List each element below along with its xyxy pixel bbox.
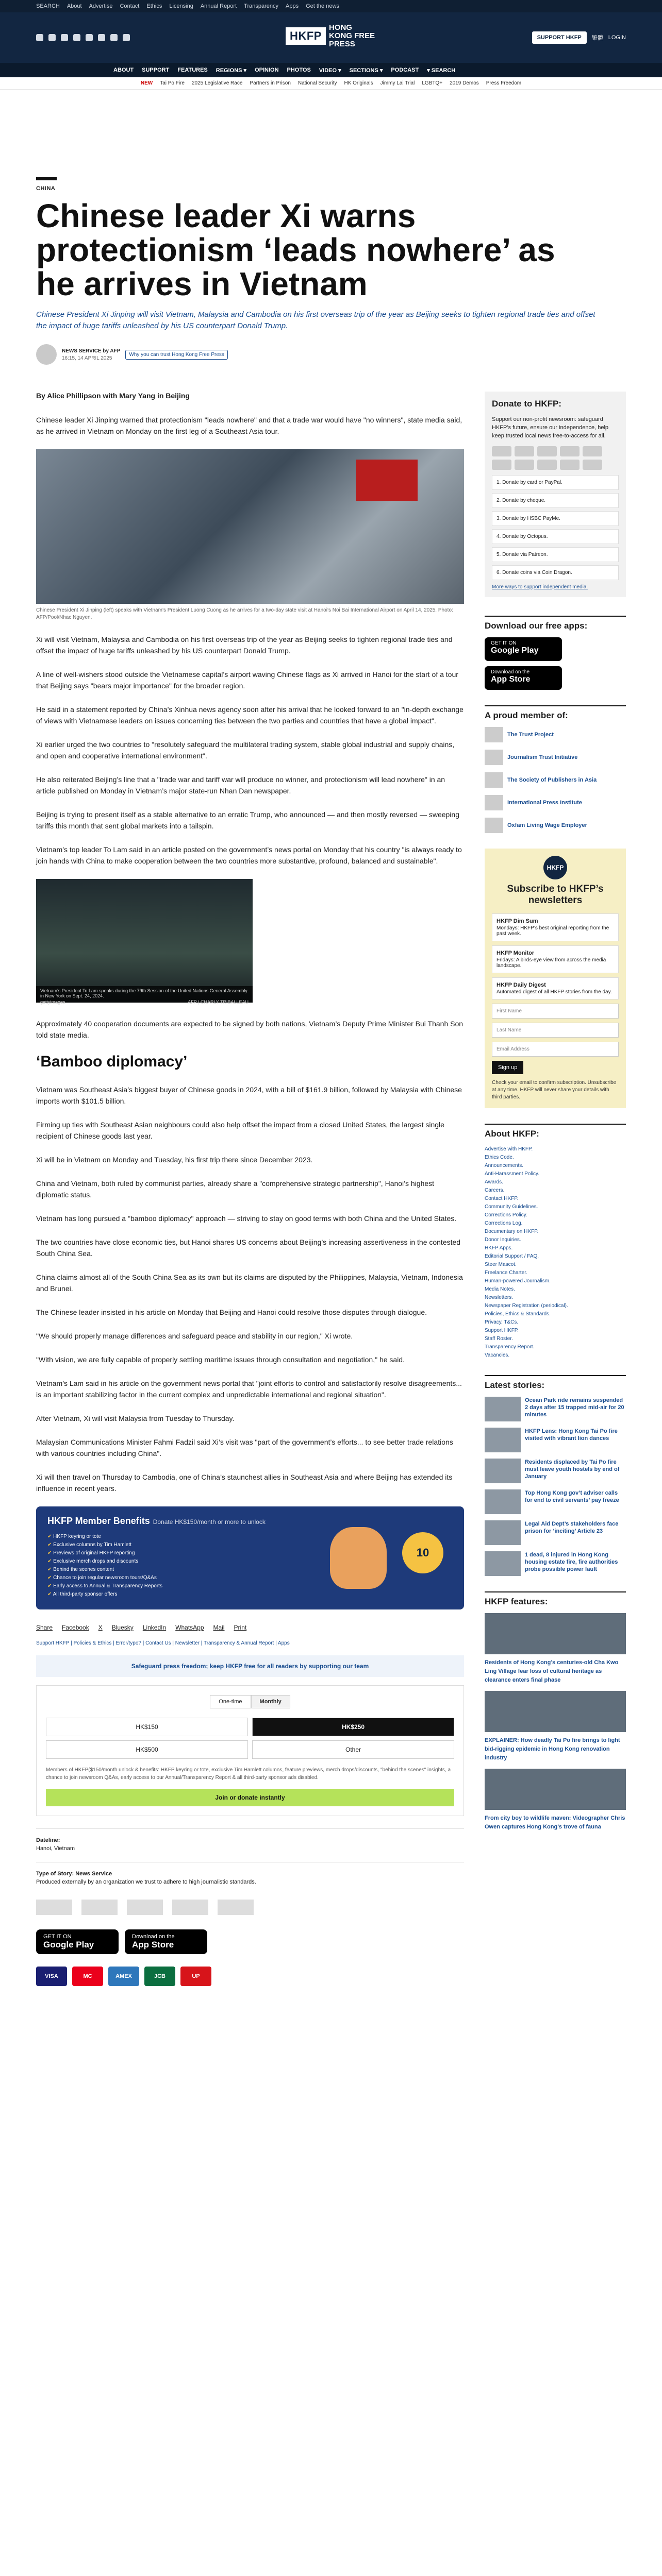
share-button[interactable]: Print — [234, 1624, 247, 1631]
newsletter-option[interactable] — [492, 913, 619, 941]
amount-option-selected[interactable]: HK$250 — [252, 1718, 454, 1736]
newsletter-signup — [485, 849, 626, 1108]
feature-story[interactable] — [485, 1691, 626, 1761]
search-link[interactable]: SEARCH — [36, 3, 60, 9]
benefit-item: ✔ Chance to join regular newsroom tours/Q&As — [47, 1575, 453, 1581]
about-link[interactable]: Policies, Ethics & Standards. — [485, 1311, 551, 1317]
paragraph: After Vietnam, Xi will visit Malaysia from Tuesday to Thursday. — [36, 1414, 235, 1422]
about-link[interactable]: Ethics Code. — [485, 1155, 514, 1160]
latest-story[interactable] — [485, 1397, 626, 1421]
about-links — [485, 1145, 626, 1360]
story-headline: HKFP Lens: Hong Kong Tai Po fire visited with vibrant lion dances — [525, 1428, 618, 1442]
embedded-photo[interactable] — [36, 879, 253, 1003]
trending-link[interactable]: LGBTQ+ — [422, 80, 443, 86]
patreon-icon — [515, 460, 534, 470]
amount-option[interactable]: HK$150 — [46, 1718, 248, 1736]
trending-link[interactable]: HK Originals — [344, 80, 373, 86]
photo-strip: Vietnam’s President To Lam speaks during the 79th Session of the United Nations General Assembly in New York on Sept. 24, 2024. gettyimages AFP | CHARLY TRIBALLEAU — [36, 986, 253, 1003]
site-header — [0, 12, 662, 63]
payme-icon — [583, 446, 602, 456]
unionpay-icon: UP — [180, 1967, 211, 1986]
title-rule — [36, 177, 57, 180]
main-nav — [0, 63, 662, 77]
footer-links[interactable]: Support HKFP | Policies & Ethics | Error/typo? | Contact Us | Newsletter | Transparency & Annual Report | Apps — [36, 1640, 290, 1646]
story-thumbnail — [485, 1397, 521, 1421]
newsletter-name: HKFP Daily Digest — [496, 982, 546, 988]
paragraph: Xi will be in Vietnam on Monday and Tuesday, his first trip there since December 2023. — [36, 1156, 313, 1164]
wechat-icon — [583, 460, 602, 470]
story-headline: Legal Aid Dept’s stakeholders face prison for ‘inciting’ Article 23 — [525, 1521, 619, 1534]
paragraph: China claims almost all of the South China Sea as its own but its claims are disputed by the Philippines, Malaysia, Vietnam, Indonesia and Brunei. — [36, 1273, 463, 1293]
trending-link[interactable]: Press Freedom — [486, 80, 522, 86]
app-store-button[interactable]: Download on the App Store — [485, 666, 562, 690]
latest-heading: Latest stories: — [485, 1375, 626, 1391]
member-benefits-banner[interactable] — [36, 1506, 464, 1609]
anniversary-badge: 10 — [402, 1532, 443, 1573]
donation-note: Members of HKFP($150/month unlock & benefits: HKFP keyring or tote, exclusive Tim Hamlett columns, feature previews, merch drops/discounts, "behind the scenes" insights, a chance to join newsroom Q&As, early access to our Annual/Transparency Report & all third-party sponsor ads disabled. — [46, 1767, 451, 1781]
donate-option[interactable]: 1. Donate by card or PayPal. — [492, 475, 619, 490]
paypal-icon — [560, 446, 580, 456]
org-logo — [485, 750, 503, 765]
nav-item[interactable]: OPINION — [255, 67, 279, 73]
about-link[interactable]: Anti-Harassment Policy. — [485, 1171, 539, 1177]
trending-link[interactable]: 2019 Demos — [450, 80, 479, 86]
article-body — [36, 392, 464, 1986]
paragraph: He said in a statement reported by China’s Xinhua news agency soon after his arrival that he looked forward to an "in-depth exchange of views with Vietnamese leaders on issues concerning ties between the two parties and countries that have a global impact". — [36, 705, 464, 725]
topbar-link[interactable]: Ethics — [146, 3, 162, 9]
paragraph: He also reiterated Beijing’s line that a "trade war and tariff war will produce no winner, and protectionism will lead nowhere" in an article published on Monday in Vietnam’s major state-run Nhan Dan newspaper. — [36, 775, 445, 795]
jti-logo[interactable] — [81, 1900, 118, 1915]
org-logo — [485, 772, 503, 788]
paragraph: Xi earlier urged the two countries to "resolutely safeguard the multilateral trading system, stable global industrial and supply chains, and open and cooperative international environment". — [36, 740, 455, 760]
author-avatar — [36, 344, 57, 365]
share-button[interactable]: Facebook — [62, 1624, 89, 1631]
member-org[interactable] — [485, 750, 626, 765]
latest-story[interactable] — [485, 1489, 626, 1514]
about-link[interactable]: Advertise with HKFP. — [485, 1146, 533, 1152]
nav-item[interactable]: VIDEO ▾ — [319, 67, 341, 74]
latest-story[interactable] — [485, 1428, 626, 1452]
publish-date: 16:15, 14 APRIL 2025 — [62, 355, 112, 361]
photo-credit: AFP | CHARLY TRIBALLEAU — [188, 999, 249, 1005]
promo-title: HKFP Member Benefits — [47, 1516, 150, 1526]
oxfam-logo[interactable] — [218, 1900, 254, 1915]
benefit-item: ✔ Behind the scenes content — [47, 1567, 453, 1572]
newsletter-desc: Fridays: A birds-eye view from across the media landscape. — [496, 957, 606, 969]
feature-headline: Residents of Hong Kong’s centuries-old Cha Kwo Ling Village fear loss of cultural heritage as clearance enters final phase — [485, 1659, 619, 1683]
donation-widget — [36, 1685, 464, 1816]
paragraph: The Chinese leader insisted in his article on Monday that Beijing and Hanoi could resolve those disputes through dialogue. — [36, 1308, 427, 1316]
feature-stories — [485, 1613, 626, 1831]
getty-brand: gettyimages — [40, 999, 65, 1005]
about-link[interactable]: Steer Mascot. — [485, 1262, 517, 1267]
benefit-item: ✔ Exclusive merch drops and discounts — [47, 1558, 453, 1564]
about-link[interactable]: Newsletters. — [485, 1295, 514, 1300]
source-label: NEWS SERVICE by AFP — [62, 348, 121, 354]
article-subhead: Chinese President Xi Jinping will visit Vietnam, Malaysia and Cambodia on his first overseas trip of the year as Beijing seeks to tighten regional trade ties and offset the impact of huge tariffs unleashed by his US counterpart Donald Trump. — [36, 310, 595, 330]
trust-project-logo[interactable] — [36, 1900, 72, 1915]
safeguard-banner[interactable]: Safeguard press freedom; keep HKFP free for all readers by supporting our team — [36, 1655, 464, 1677]
youtube-icon[interactable] — [73, 34, 80, 41]
threads-icon[interactable] — [86, 34, 93, 41]
instagram-icon[interactable] — [61, 34, 68, 41]
support-button[interactable]: SUPPORT HKFP — [532, 31, 587, 44]
benefit-item: ✔ HKFP keyring or tote — [47, 1534, 453, 1539]
feature-story[interactable] — [485, 1613, 626, 1684]
tab-monthly[interactable]: Monthly — [251, 1695, 290, 1708]
feature-thumbnail — [485, 1691, 626, 1732]
benefits-list — [47, 1534, 453, 1597]
about-link[interactable]: HKFP Apps. — [485, 1245, 513, 1251]
about-link[interactable]: Documentary on HKFP. — [485, 1229, 539, 1234]
sidebar-donate — [485, 392, 626, 597]
google-play-button[interactable]: GET IT ON Google Play — [36, 1929, 119, 1954]
story-headline: Residents displaced by Tai Po fire must leave youth hostels by end of January — [525, 1459, 620, 1480]
social-links — [36, 34, 130, 41]
about-link[interactable]: Corrections Log. — [485, 1221, 523, 1226]
ipi-logo[interactable] — [172, 1900, 208, 1915]
donate-option[interactable]: 4. Donate by Octopus. — [492, 529, 619, 544]
about-link[interactable]: Staff Roster. — [485, 1336, 513, 1342]
share-label: Share — [36, 1624, 53, 1631]
mastercard-icon: MC — [72, 1967, 103, 1986]
payment-cards — [36, 1967, 464, 1986]
member-org[interactable] — [485, 795, 626, 810]
share-button[interactable]: LinkedIn — [142, 1624, 167, 1631]
topbar-link[interactable]: Apps — [286, 3, 299, 9]
topbar-link[interactable]: Transparency — [244, 3, 278, 9]
about-link[interactable]: Community Guidelines. — [485, 1204, 538, 1210]
bluesky-icon[interactable] — [98, 34, 105, 41]
topbar-link[interactable]: About — [67, 3, 82, 9]
feature-thumbnail — [485, 1613, 626, 1654]
paragraph: Xi will visit Vietnam, Malaysia and Cambodia on his first overseas trip of the year as Beijing seeks to tighten regional trade ties and offset the impact of huge tariffs unleashed by his US counterpart Donald Trump. — [36, 635, 453, 655]
visa-icon — [492, 446, 511, 456]
org-logo — [485, 727, 503, 742]
hkfp-badge: HKFP — [543, 856, 567, 879]
octopus-icon — [492, 460, 511, 470]
trending-tag: NEW — [140, 80, 153, 86]
about-link[interactable]: Careers. — [485, 1188, 505, 1193]
paragraph: Malaysian Communications Minister Fahmi Fadzil said Xi’s visit was "part of the government’s efforts... to see better trade relations with various countries including China". — [36, 1438, 453, 1458]
share-button[interactable]: Bluesky — [111, 1624, 134, 1631]
paragraph: Firming up ties with Southeast Asian neighbours could also help offset the impact from a closed United States, the largest single recipient of Chinese goods last year. — [36, 1121, 444, 1140]
join-button[interactable]: Join or donate instantly — [46, 1789, 454, 1806]
story-thumbnail — [485, 1428, 521, 1452]
paragraph: Vietnam’s Lam said in his article on the government news portal that "joint efforts to control and satisfactorily resolve disagreements... is an important stabilizing factor in the current complex and unpredictable international and regional situation". — [36, 1379, 462, 1399]
benefit-item: ✔ Previews of original HKFP reporting — [47, 1550, 453, 1556]
more-ways-link[interactable]: More ways to support independent media. — [492, 584, 588, 590]
nav-item[interactable]: PHOTOS — [287, 67, 311, 73]
signup-button[interactable]: Sign up — [492, 1061, 523, 1074]
member-org[interactable] — [485, 727, 626, 742]
language-toggle[interactable]: 繁體 — [591, 35, 603, 41]
paragraph: Vietnam was Southeast Asia’s biggest buyer of Chinese goods in 2024, with a bill of $161.9 billion, followed by Malaysia with Chinese imports worth $101.5 billion. — [36, 1086, 462, 1105]
story-thumbnail — [485, 1489, 521, 1514]
share-bar — [36, 1624, 464, 1631]
login-link[interactable]: LOGIN — [608, 35, 626, 41]
org-name: Journalism Trust Initiative — [507, 754, 578, 760]
newsletter-option[interactable] — [492, 945, 619, 973]
header-actions — [532, 31, 626, 44]
about-link[interactable]: Media Notes. — [485, 1286, 515, 1292]
promo-subtitle: Donate HK$150/month or more to unlock — [153, 1518, 266, 1526]
trending-link[interactable]: 2025 Legislative Race — [192, 80, 243, 86]
trending-link[interactable]: Tai Po Fire — [160, 80, 185, 86]
topbar-link[interactable]: Licensing — [169, 3, 193, 9]
org-logo — [485, 818, 503, 833]
feature-headline: From city boy to wildlife maven: Videographer Chris Owen captures Hong Kong’s trove of fauna — [485, 1815, 625, 1830]
flag-shape — [356, 460, 418, 501]
paragraph: A line of well-wishers stood outside the Vietnamese capital’s airport waving Chinese flags as Xi arrived in Hanoi for the start of a tour that Beijing says "bears major importance" for the broader region. — [36, 670, 458, 690]
payment-methods — [492, 446, 619, 470]
member-org[interactable] — [485, 772, 626, 788]
about-link[interactable]: Freelance Charter. — [485, 1270, 527, 1276]
donate-option[interactable]: 6. Donate coins via Coin Dragon. — [492, 565, 619, 580]
paragraph: Xi will then travel on Thursday to Cambodia, one of China’s staunchest allies in Southeast Asia and where Beijing has extended its influence in recent years. — [36, 1473, 453, 1493]
share-button[interactable]: Mail — [213, 1624, 225, 1631]
org-name: The Society of Publishers in Asia — [507, 777, 597, 783]
benefit-item: ✔ Early access to Annual & Transparency Reports — [47, 1583, 453, 1589]
latest-stories — [485, 1397, 626, 1576]
topbar-link[interactable]: Contact — [120, 3, 140, 9]
donate-option[interactable]: 5. Donate via Patreon. — [492, 547, 619, 562]
site-logo[interactable]: HKFP HONG KONG FREE PRESS — [286, 24, 376, 48]
paragraph: Beijing is trying to present itself as a stable alternative to an erratic Trump, who announced — and then mostly reversed — sweeping tariffs this month that sent global markets into a tailspin. — [36, 810, 459, 830]
latest-story[interactable] — [485, 1520, 626, 1545]
section-heading: ‘Bamboo diplomacy’ — [36, 1053, 188, 1070]
nav-item[interactable]: ▾ SEARCH — [427, 67, 456, 74]
frequency-toggle — [46, 1695, 454, 1708]
last-name-field[interactable]: Last Name — [492, 1023, 619, 1038]
newsletter-fineprint: Check your email to confirm subscription. Unsubscribe at any time. HKFP will never share your details with third parties. — [492, 1080, 617, 1100]
newsletter-title: Subscribe to HKFP’s newsletters — [507, 884, 604, 906]
proud-member-heading: A proud member of: — [485, 705, 626, 721]
trending-link[interactable]: National Security — [297, 80, 337, 86]
mascot-icon — [330, 1527, 387, 1589]
amex-icon: AMEX — [108, 1967, 139, 1986]
story-type: Type of Story: News Service Produced externally by an organization we trust to adhere to high journalistic standards. — [36, 1862, 464, 1885]
benefit-item: ✔ Exclusive columns by Tim Hamlett — [47, 1542, 453, 1548]
sopa-logo[interactable] — [127, 1900, 163, 1915]
lead-photo — [36, 449, 464, 604]
topbar-link[interactable]: Advertise — [89, 3, 113, 9]
paragraph: The two countries have close economic ties, but Hanoi shares US concerns about Beijing’s increasing assertiveness in the contested South China Sea. — [36, 1238, 461, 1258]
article-meta — [36, 343, 626, 366]
trending-link[interactable]: Partners in Prison — [250, 80, 291, 86]
share-button[interactable]: X — [98, 1624, 103, 1631]
donate-option[interactable]: 3. Donate by HSBC PayMe. — [492, 511, 619, 526]
amount-option[interactable]: HK$500 — [46, 1740, 248, 1759]
latest-story[interactable] — [485, 1459, 626, 1483]
google-play-button[interactable]: GET IT ON Google Play — [485, 637, 562, 661]
about-heading: About HKFP: — [485, 1124, 626, 1139]
nav-item[interactable]: PODCAST — [391, 67, 419, 73]
story-thumbnail — [485, 1520, 521, 1545]
article-title: Chinese leader Xi warns protectionism ‘leads nowhere’ as he arrives in Vietnam — [36, 197, 555, 302]
nav-item[interactable]: ABOUT — [113, 67, 134, 73]
org-name: Oxfam Living Wage Employer — [507, 822, 587, 828]
photo-caption: Chinese President Xi Jinping (left) speaks with Vietnam’s President Luong Cuong as he arrives for a two-day state visit at Hanoi’s Noi Bai International Airport on April 14, 2025. Photo: AFP/Pool/Nhac Nguyen. — [36, 607, 453, 620]
about-link[interactable]: Newspaper Registration (periodical). — [485, 1303, 568, 1309]
newsletter-desc: Mondays: HKFP’s best original reporting from the past week. — [496, 925, 609, 937]
partner-logos — [36, 1900, 464, 1915]
top-utility-bar — [0, 0, 662, 12]
story-thumbnail — [485, 1459, 521, 1483]
about-link[interactable]: Human-powered Journalism. — [485, 1278, 551, 1284]
visa-icon: VISA — [36, 1967, 67, 1986]
about-link[interactable]: Donor Inquiries. — [485, 1237, 521, 1243]
tab-one-time[interactable]: One-time — [210, 1695, 251, 1708]
story-headline: Top Hong Kong gov’t adviser calls for end to civil servants’ pay freeze — [525, 1490, 619, 1503]
telegram-icon[interactable] — [110, 34, 118, 41]
apps-heading: Download our free apps: — [485, 616, 626, 631]
app-buttons — [36, 1929, 464, 1954]
latest-story[interactable] — [485, 1551, 626, 1576]
topbar-link[interactable]: Get the news — [306, 3, 339, 9]
story-thumbnail — [485, 1551, 521, 1576]
rss-icon[interactable] — [123, 34, 130, 41]
topbar-link[interactable]: Annual Report — [200, 3, 237, 9]
facebook-icon[interactable] — [36, 34, 43, 41]
sidebar-donate-text: Support our non-profit newsroom: safeguard HKFP’s future, ensure our independence, help keep trusted local news free-to-access for all. — [492, 416, 609, 439]
newsletter-name: HKFP Monitor — [496, 950, 535, 956]
nav-item[interactable]: SECTIONS ▾ — [349, 67, 383, 74]
org-name: The Trust Project — [507, 732, 554, 738]
story-headline: Ocean Park ride remains suspended 2 days after 15 trapped mid-air for 20 minutes — [525, 1397, 624, 1418]
fps-icon — [537, 460, 557, 470]
member-org[interactable] — [485, 818, 626, 833]
amount-options — [46, 1718, 454, 1759]
first-name-field[interactable]: First Name — [492, 1004, 619, 1019]
about-link[interactable]: Support HKFP. — [485, 1328, 519, 1333]
jcb-icon: JCB — [144, 1967, 175, 1986]
about-link[interactable]: Editorial Support / FAQ. — [485, 1253, 539, 1259]
paragraph: Vietnam’s top leader To Lam said in an article posted on the government’s news portal on Monday that his country "is always ready to join hands with China to make cooperation between the two countries more substantive, profound, balanced and sustainable". — [36, 845, 462, 865]
newsletter-desc: Automated digest of all HKFP stories from the day. — [496, 989, 612, 995]
alipay-icon — [560, 460, 580, 470]
features-heading: HKFP features: — [485, 1591, 626, 1607]
email-field[interactable]: Email Address — [492, 1042, 619, 1057]
x-icon[interactable] — [48, 34, 56, 41]
app-store-button[interactable]: Download on the App Store — [125, 1929, 207, 1954]
story-headline: 1 dead, 8 injured in Hong Kong housing estate fire, fire authorities probe possible power fault — [525, 1552, 618, 1572]
donate-option[interactable]: 2. Donate by cheque. — [492, 493, 619, 508]
category-label[interactable]: CHINA — [36, 185, 56, 192]
mastercard-icon — [515, 446, 534, 456]
about-link[interactable]: Announcements. — [485, 1163, 524, 1168]
org-name: International Press Institute — [507, 800, 582, 806]
share-button[interactable]: WhatsApp — [175, 1624, 204, 1631]
paragraph: "We should properly manage differences and safeguard peace and stability in our region," Xi wrote. — [36, 1332, 353, 1340]
benefit-item: ✔ All third-party sponsor offers — [47, 1591, 453, 1597]
amount-option[interactable]: Other — [252, 1740, 454, 1759]
about-link[interactable]: Awards. — [485, 1179, 503, 1185]
paragraph: Approximately 40 cooperation documents are expected to be signed by both nations, Vietnam’s Deputy Prime Minister Bui Thanh Son told state media. — [36, 1020, 464, 1039]
newsletter-name: HKFP Dim Sum — [496, 918, 538, 924]
trending-bar — [0, 77, 662, 90]
sidebar — [485, 392, 626, 1986]
paragraph: China and Vietnam, both ruled by communist parties, already share a "comprehensive strategic partnership", Hanoi’s highest diplomatic status. — [36, 1179, 435, 1199]
paragraph: Vietnam has long pursued a "bamboo diplomacy" approach — striving to stay on good terms with both China and the United States. — [36, 1214, 457, 1223]
about-link[interactable]: Corrections Policy. — [485, 1212, 527, 1218]
about-link[interactable]: Vacancies. — [485, 1352, 510, 1358]
about-link[interactable]: Contact HKFP. — [485, 1196, 519, 1201]
newsletter-option[interactable] — [492, 977, 619, 999]
member-orgs — [485, 727, 626, 833]
paragraph: Chinese leader Xi Jinping warned that protectionism "leads nowhere" and that a trade war would have "no winners", state media said, as he arrived in Vietnam on Monday on the first leg of a Southeast Asia tour. — [36, 416, 462, 435]
feature-thumbnail — [485, 1769, 626, 1810]
paragraph: "With vision, we are fully capable of properly settling maritime issues through consultation and negotiation," he said. — [36, 1355, 405, 1364]
about-link[interactable]: Privacy, T&Cs. — [485, 1319, 519, 1325]
nav-item[interactable]: FEATURES — [177, 67, 208, 73]
nav-item[interactable]: REGIONS ▾ — [216, 67, 247, 74]
byline: By Alice Phillipson with Mary Yang in Beijing — [36, 392, 190, 400]
org-logo — [485, 795, 503, 810]
amex-icon — [537, 446, 557, 456]
sidebar-donate-title: Donate to HKFP: — [492, 399, 562, 409]
nav-item[interactable]: SUPPORT — [142, 67, 170, 73]
trust-link[interactable]: Why you can trust Hong Kong Free Press — [125, 350, 228, 360]
feature-headline: EXPLAINER: How deadly Tai Po fire brings to light bid-rigging epidemic in Hong Kong renovation industry — [485, 1737, 620, 1761]
about-link[interactable]: Transparency Report. — [485, 1344, 535, 1350]
dateline: Dateline: Hanoi, Vietnam — [36, 1828, 464, 1852]
trending-link[interactable]: Jimmy Lai Trial — [380, 80, 415, 86]
feature-story[interactable] — [485, 1769, 626, 1831]
